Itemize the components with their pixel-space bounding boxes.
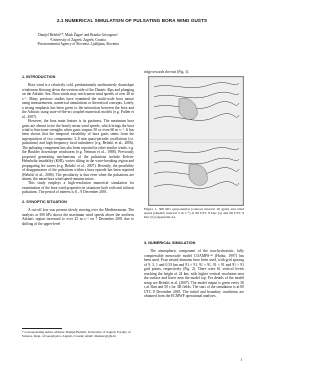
intro-heading: 1. INTRODUCTION [22, 75, 56, 79]
intro-paragraph-2: However, the bora main feature is its gustiness. The maximum bora gusts are almost twice the hourly mean wind speeds, which brings the bora wind to hurricane strengths when gusts surpass 50 or even 60 m s⁻¹. It has been shown that the temporal variability of bora gusts stems from the superposition of two components: 3–8 min quasi-periodic oscillations (i.e. pulsations) and high-frequency local turbulence (e.g. Belušić et al., 2006). The pulsating component has also been reported in other similar winds, e.g. the Boulder downslope windstorm (e.g. Neiman et al., 1988). Previously proposed generating mechanisms of the pulsations include Kelvin-Helmholtz instability (KHI), vortex tilting in the wave-breaking region and propagating lee waves (e.g. Belušić et al., 2007). Recently, the possibility of disappearance of the pulsations within a bora episode has been reported (Belušić et al., 2006). The peculiarity is that even when the pulsations are absent, the mean bora wind speed remains intact. [22, 119, 134, 181]
figure-1-caption: Figure 1. 300 hPa geopotential (contour interval 20 gpm) and wind speed (shaded; interval 5 m s⁻¹) at 06 UTC 8 Dec (a) and 06 UTC 9 Dec (b) (Appendix A). [144, 207, 244, 220]
right-column-lower [144, 236, 244, 298]
affiliation-2: ²Environmental Agency of Slovenia, Ljubljana, Slovenia [37, 42, 119, 47]
numerical-paragraph: The atmospheric component of the non-hydrostatic, fully compressible mesoscale model COAMPS™ (Hodur, 1997) has been used. Four nested domains have been used, with grid spacing of 9, 3, 1 and 0.33 km and 91 × 91, 91 × 91, 91 × 91 and 91 × 91 grid points, respectively (Fig. 2). There were 61 vertical levels reaching the height of 24 km, with higher vertical resolution near the surface and lower near the model top. For details of the model setup see Belušić et al. (2007). The model output is given every 30 s at 5km and 50 s for 3D fields. The start of the simulation is at 00 UTC 8 December 2001. The initial and boundary conditions are obtained from the ECMWF operational analyses. [144, 249, 244, 298]
right-column-top-text: ridge towards the east (Fig. 1). [144, 70, 190, 74]
author-block [22, 33, 134, 47]
paper-title: 2.1 NUMERICAL SIMULATION OF PULSATING BORA WIND GUSTS [56, 18, 208, 23]
figure-1 [148, 76, 244, 206]
page-number: 1 [240, 358, 242, 362]
intro-paragraph-1: Bora wind is a relatively cold, predominantly northeasterly downslope windstorm blowing down the western side of the Dinaric Alps and plunging on the Adriatic Sea. Bora winds may reach mean wind speeds of over 20 m s⁻¹. Many previous studies have examined the multi-scale bora nature using measurements, numerical simulations or theoretical concepts. Lately, a strong emphasis has been given to the interaction between the bora and the Adriatic using state-of-the-art coupled numerical models (e.g. Pullen et al., 2007). [22, 83, 134, 119]
numerical-heading: 3. NUMERICAL SIMULATION [144, 241, 196, 245]
synoptic-map-image [149, 77, 243, 205]
left-column [22, 70, 134, 226]
synoptic-paragraph: A cut-off low was present slowly moving over the Mediterranean. The analysis at 300 hPa shows the maximum wind speeds above the northern Adriatic region increased to over 25 m s⁻¹ on 7 December 2001 due to shifting of the upper-level [22, 208, 134, 226]
author-names: Danijel Belušić¹*, Mark Žagar² and Branko Grisogono¹ [38, 33, 118, 37]
footnote-rule [22, 328, 62, 329]
affiliation-1: ¹University of Zagreb, Zagreb, Croatia [50, 37, 106, 42]
intro-paragraph-3: This study employs a high-resolution numerical simulation for examination of the bora wind properties in situations both with and without pulsations. The period of interest is 8 – 9 December 2001. [22, 181, 134, 195]
synoptic-heading: 2. SYNOPTIC SITUATION [22, 199, 67, 204]
corresponding-author-footnote: * Corresponding author address: Danijel Belušić, University of Zagreb, Faculty of Science, Dept. of Geophysics, Zagreb, Croatia; email: dbelusic@gfz.hr [22, 330, 131, 339]
